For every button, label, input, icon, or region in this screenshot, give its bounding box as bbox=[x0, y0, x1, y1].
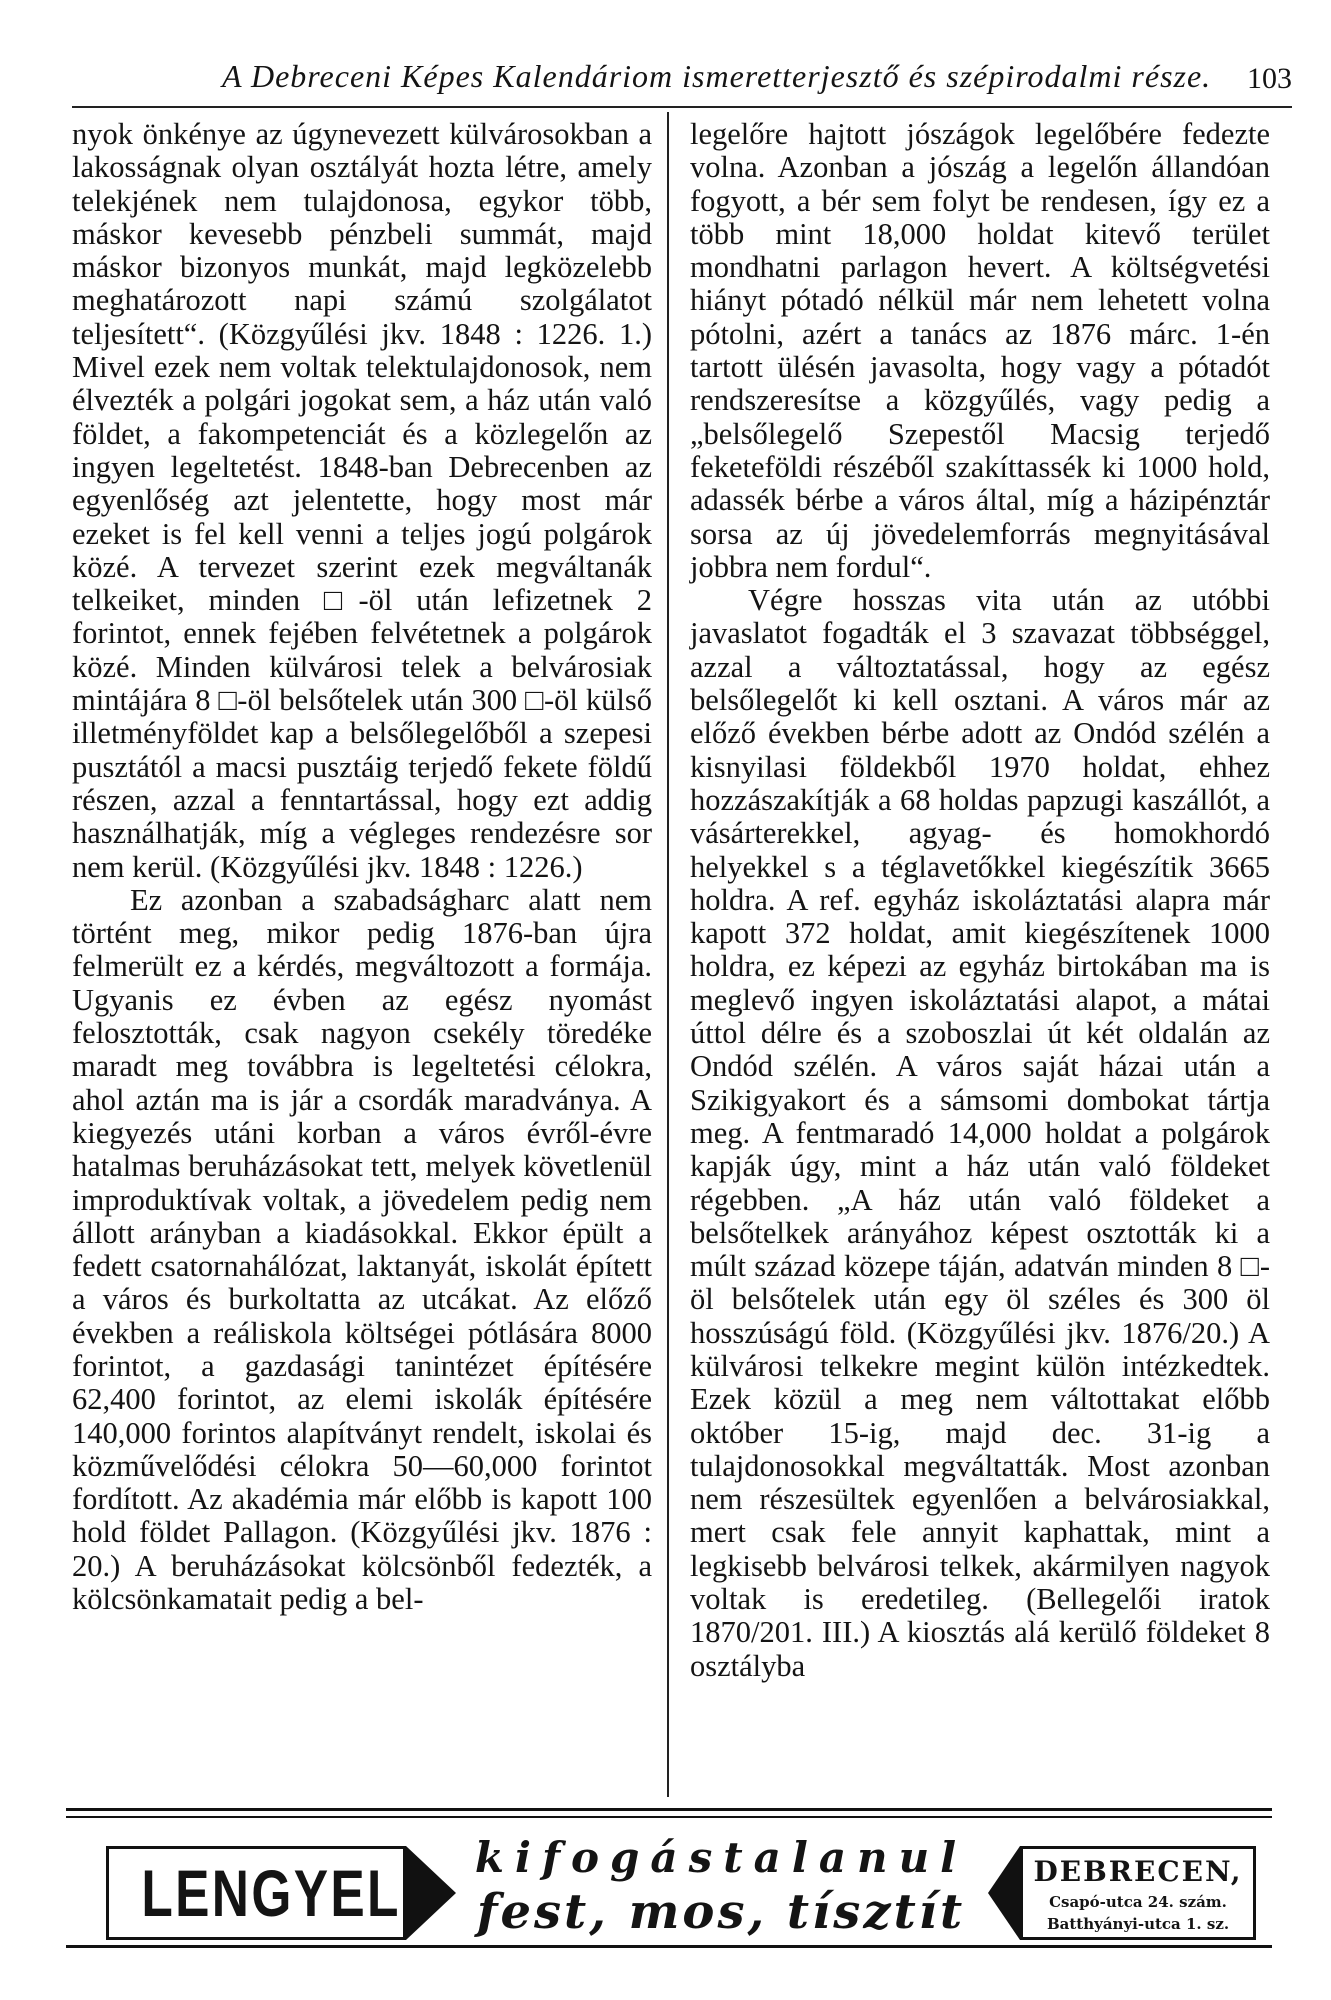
ad-address-line2: Batthyányi-utca 1. sz. bbox=[1046, 1915, 1230, 1933]
ad-slogan-line2: fest, mos, tísztít bbox=[476, 1884, 966, 1940]
ad-brand: LENGYEL bbox=[141, 1856, 401, 1930]
ad-right-arrow-icon bbox=[988, 1846, 1020, 1940]
ad-address-line1: Csapó-utca 24. szám. bbox=[1049, 1893, 1227, 1911]
running-title: A Debreceni Képes Kalendáriom ismeretterjesztő és szépirodalmi része. bbox=[222, 58, 1212, 94]
ad-slogan-line1: kifogástalanul bbox=[474, 1833, 968, 1882]
ad-top-rule-thin bbox=[66, 1816, 1272, 1818]
right-paragraph-1: legelőre hajtott jószágok legelőbére fedezte volna. Azonban a jószág a legelőn állandóan fogyott, a bér sem folyt be rendesen, így ez a több mint 18,000 holdat kitevő terület mondhatni parlagon hevert. A költségvetési hiányt pótadó nélkül már nem lehetett volna pótolni, azért a tanács az 1876 márc. 1-én tartott ülésén javasolta, hogy vagy a pótadót rendszeresítse a közgyűlés, vagy pedig a „belsőlegelő Szepestől Macsig terjedő feketeföldi részéből szakíttassék ki 1000 hold, adassék bérbe a város által, míg a házipénztár sorsa az új jövedelemforrás megnyitásával jobbra nem fordul“. bbox=[690, 117, 1270, 584]
ad-bottom-rule bbox=[66, 1945, 1272, 1948]
column-divider bbox=[667, 112, 669, 1797]
ad-top-rule bbox=[66, 1808, 1272, 1811]
advertisement bbox=[66, 1808, 1272, 1948]
ad-slogan bbox=[456, 1832, 986, 1940]
ad-address-box bbox=[1020, 1846, 1256, 1940]
page-header bbox=[72, 52, 1292, 108]
ad-city: DEBRECEN, bbox=[1033, 1855, 1243, 1888]
left-paragraph-1: nyok önkénye az úgynevezett külvárosokban a lakosságnak olyan osztályát hozta létre, amely telekjének nem tulajdonosa, egykor több, máskor kevesebb pénzbeli summát, majd máskor bizonyos munkát, majd legközelebb meghatározott napi számú szolgálatot teljesített“. (Közgyűlési jkv. 1848 : 1226. 1.) Mivel ezek nem voltak telektulajdonosok, nem élvezték a polgári jogokat sem, a ház után való földet, a fakompetenciát és a közlegelőn az ingyen legeltetést. 1848-ban Debrecenben az egyenlőség azt jelentette, hogy most már ezeket is fel kell venni a teljes jogú polgárok közé. A tervezet szerint ezek megváltanák telkeiket, minden □-öl után lefizetnek 2 forintot, ennek fejében felvétetnek a polgárok közé. Minden külvárosi telek a belvárosiak mintájára 8 □-öl belsőtelek után 300 □-öl külső illetményföldet kap a belsőlegelőből a szepesi pusztától a macsi pusztáig terjedő fekete földű részen, azzal a fenntartással, hogy ezt addig használhatják, míg a végleges rendezésre sor nem kerül. (Közgyűlési jkv. 1848 : 1226.) bbox=[72, 117, 652, 884]
right-paragraph-2: Végre hosszas vita után az utóbbi javaslatot fogadták el 3 szavazat többséggel, azzal a változtatással, hogy az egész belsőlegelőt ki kell osztani. A város már az előző években bérbe adott az Ondód szélén a kisnyilasi földekből 1970 holdat, ehhez hozzászakítják a 68 holdas papzugi kaszállót, a vásárterekkel, agyag- és homokhordó helyekkel s a téglavetőkkel kiegészítik 3665 holdra. A ref. egyház iskoláztatási alapra már kapott 372 holdat, amit kiegészítenek 1000 holdra, ez képezi az egyház birtokában ma is meglevő ingyen iskoláztatási alapot, a mátai úttol délre és a szoboszlai út két oldalán az Ondód szélén. A város saját házai után a Szikigyakort és a sámsomi dombokat tártja meg. A fentmaradó 14,000 holdat a polgárok kapják úgy, mint a ház után való földeket régebben. „A ház után való földeket a belsőtelkek arányához képest osztották ki a múlt század közepe táján, adatván minden 8 □-öl belsőtelek után egy öl széles és 300 öl hosszúságú föld. (Közgyűlési jkv. 1876/20.) A külvárosi telkekre megint külön intézkedtek. Ezek közül a meg nem váltottakat előbb október 15-ig, majd dec. 31-ig a tulajdonosokkal megváltatták. Most azonban nem részesültek egyenlően a belvárosiakkal, mert csak fele annyit kaphattak, mint a legkisebb belvárosi telkek, akármilyen nagyok voltak is eredetileg. (Bellegelői iratok 1870/201. III.) A kiosztás alá kerülő földeket 8 osztályba bbox=[690, 583, 1270, 1683]
ad-left-arrow-icon bbox=[406, 1846, 456, 1940]
page-number: 103 bbox=[1247, 62, 1292, 95]
right-column bbox=[690, 118, 1270, 1683]
ad-brand-box bbox=[106, 1846, 406, 1940]
left-paragraph-2: Ez azonban a szabadságharc alatt nem történt meg, mikor pedig 1876-ban újra felmerült ez a kérdés, megváltozott a formája. Ugyanis ez évben az egész nyomást felosztották, csak nagyon csekély töredéke maradt meg továbbra is legeltetési célokra, ahol aztán ma is jár a csordák maradványa. A kiegyezés utáni korban a város évről-évre hatalmas beruházásokat tett, melyek követlenül improduktívak voltak, a jövedelem pedig nem állott arányban a kiadásokkal. Ekkor épült a fedett csatornahálózat, laktanyát, iskolát épített a város és burkoltatta az utcákat. Az előző években a reáliskola költségei pótlására 8000 forintot, a gazdasági tanintézet építésére 62,400 forintot, az elemi iskolák építésére 140,000 forintos alapítványt rendelt, iskolai és közművelődési célokra 50—60,000 forintot fordított. Az akadémia már előbb is kapott 100 hold földet Pallagon. (Közgyűlési jkv. 1876 : 20.) A beruházásokat kölcsönből fedezték, a kölcsönkamatait pedig a bel- bbox=[72, 882, 652, 1617]
header-rule bbox=[72, 106, 1292, 108]
left-column bbox=[72, 118, 652, 1616]
